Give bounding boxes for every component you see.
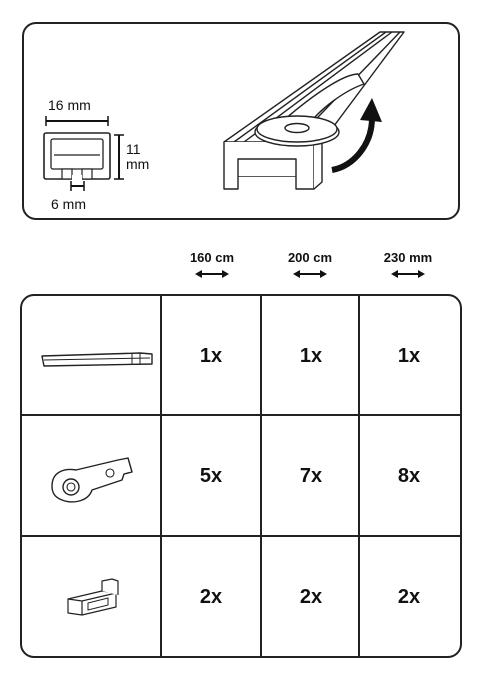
part-rail-bar — [22, 296, 160, 416]
double-arrow-icon — [293, 269, 327, 279]
rail-cross-section-icon — [44, 133, 110, 181]
quantity-cell: 2x — [397, 585, 421, 608]
quantity-cell: 8x — [397, 464, 421, 487]
end-stop-icon — [22, 537, 160, 657]
column-header-160 — [162, 250, 262, 279]
height-dimension-label: 11 — [126, 141, 141, 157]
column-label: 200 cm — [287, 250, 333, 265]
quantity-cell: 1x — [199, 344, 223, 367]
column-header-200 — [260, 250, 360, 279]
rail-bar-icon — [22, 296, 160, 416]
parts-quantity-table — [20, 294, 462, 658]
quantity-cell: 2x — [199, 585, 223, 608]
column-label: 230 mm — [383, 250, 433, 265]
part-end-stop — [22, 537, 160, 657]
quantity-cell: 1x — [299, 344, 323, 367]
quantity-cell: 5x — [199, 464, 223, 487]
quantity-cell: 1x — [397, 344, 421, 367]
column-header-230 — [358, 250, 458, 279]
width-dimension-label: 16 mm — [48, 97, 91, 113]
rail-diagram — [24, 24, 462, 222]
quantity-cell: 7x — [299, 464, 323, 487]
double-arrow-icon — [391, 269, 425, 279]
opening-dimension-label: 6 mm — [51, 196, 86, 212]
height-dimension-unit: mm — [126, 156, 150, 172]
glider-bracket-icon — [22, 416, 160, 536]
double-arrow-icon — [195, 269, 229, 279]
column-label: 160 cm — [189, 250, 235, 265]
part-glider-bracket — [22, 416, 160, 536]
quantity-cell: 2x — [299, 585, 323, 608]
profile-illustration-panel — [22, 22, 460, 220]
